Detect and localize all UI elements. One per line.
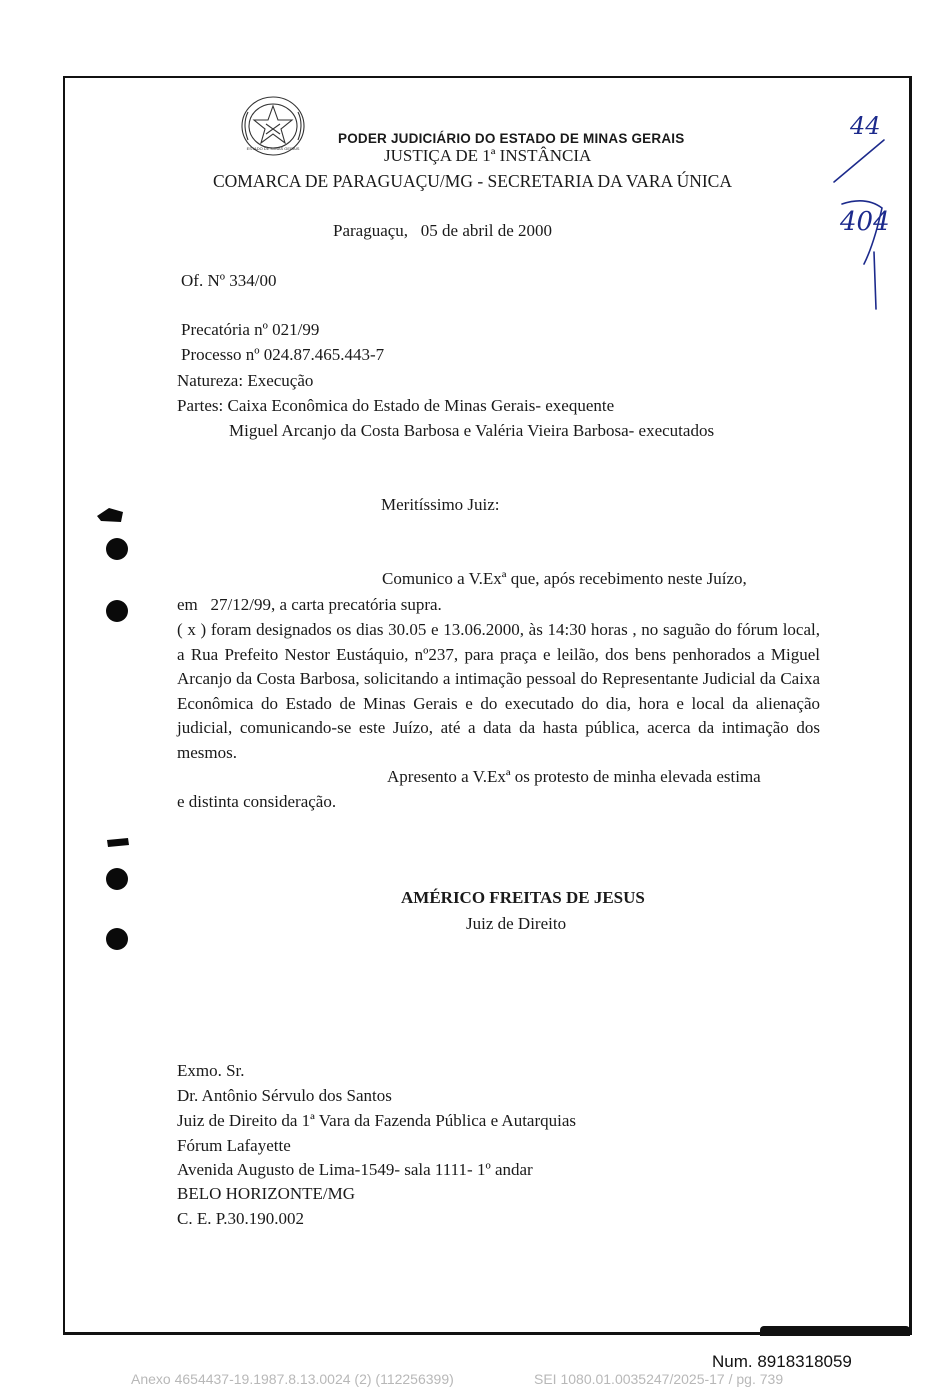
signature-title: Juiz de Direito bbox=[466, 914, 567, 933]
header-comarca: COMARCA DE PARAGUAÇU/MG - SECRETARIA DA VARA ÚNICA bbox=[213, 171, 732, 191]
precatoria-number: Precatória nº 021/99 bbox=[181, 320, 320, 339]
addressee-name: Dr. Antônio Sérvulo dos Santos bbox=[177, 1086, 392, 1105]
footer-sei: SEI 1080.01.0035247/2025-17 / pg. 739 bbox=[534, 1371, 784, 1387]
coat-of-arms-seal bbox=[238, 94, 308, 158]
header-instance: JUSTIÇA DE 1ª INSTÂNCIA bbox=[384, 146, 592, 165]
partes-line-1: Partes: Caixa Econômica do Estado de Minas Gerais- exequente bbox=[177, 396, 615, 415]
addressee-city: BELO HORIZONTE/MG bbox=[177, 1184, 356, 1203]
punch-mark-top bbox=[95, 506, 125, 524]
body-paragraph-3-line-1: Apresento a V.Exª os protesto de minha elevada estima bbox=[387, 767, 761, 786]
signature-name: AMÉRICO FREITAS DE JESUS bbox=[401, 888, 645, 907]
salutation: Meritíssimo Juiz: bbox=[381, 495, 500, 514]
processo-number: Processo nº 024.87.465.443-7 bbox=[181, 345, 385, 364]
punch-hole bbox=[106, 600, 128, 622]
handwritten-number-middle: 404 bbox=[840, 207, 890, 237]
handwritten-number-top: 44 bbox=[850, 112, 881, 140]
punch-hole bbox=[106, 928, 128, 950]
handwritten-page-annotation bbox=[826, 104, 896, 314]
oficio-number: Of. Nº 334/00 bbox=[181, 271, 277, 290]
punch-hole bbox=[106, 538, 128, 560]
body-paragraph-2: ( x ) foram designados os dias 30.05 e 13.06.2000, às 14:30 horas , no saguão do fórum local, a Rua Prefeito Nestor Eustáquio, nº237, para praça e leilão, dos bens penhorados a Miguel Arcanjo da Costa Barbosa, solicitando a intimação pessoal do Representante Judicial da Caixa Econômica do Estado de Minas Gerais e do executado do dia, hora e local da alienação judicial, comunicando-se este Juízo, até a data da hasta pública, acerca da intimação dos mesmos. bbox=[177, 620, 820, 762]
addressee-salutation: Exmo. Sr. bbox=[177, 1061, 245, 1080]
scan-edge-smudge bbox=[760, 1326, 910, 1336]
addressee-cep: C. E. P.30.190.002 bbox=[177, 1209, 305, 1228]
document-number: Num. 8918318059 bbox=[712, 1352, 852, 1371]
body-paragraph-3-line-2: e distinta consideração. bbox=[177, 792, 337, 811]
addressee-street: Avenida Augusto de Lima-1549- sala 1111- 1º andar bbox=[177, 1160, 533, 1179]
header-court-name: PODER JUDICIÁRIO DO ESTADO DE MINAS GERAIS bbox=[338, 131, 685, 146]
partes-line-2: Miguel Arcanjo da Costa Barbosa e Valéria Vieira Barbosa- executados bbox=[229, 421, 715, 440]
body-paragraph-1-line-2: em 27/12/99, a carta precatória supra. bbox=[177, 595, 442, 614]
date-line: Paraguaçu, 05 de abril de 2000 bbox=[333, 221, 553, 240]
seal-text: ESTADO DE MINAS GERAIS bbox=[246, 146, 300, 151]
natureza-line: Natureza: Execução bbox=[177, 371, 314, 390]
punch-mark-middle bbox=[106, 837, 130, 849]
addressee-position: Juiz de Direito da 1ª Vara da Fazenda Pública e Autarquias bbox=[177, 1111, 577, 1130]
body-paragraph-1-line-1: Comunico a V.Exª que, após recebimento neste Juízo, bbox=[382, 569, 747, 588]
punch-hole bbox=[106, 868, 128, 890]
addressee-forum: Fórum Lafayette bbox=[177, 1136, 291, 1155]
footer-annex: Anexo 4654437-19.1987.8.13.0024 (2) (112256399) bbox=[131, 1371, 454, 1387]
